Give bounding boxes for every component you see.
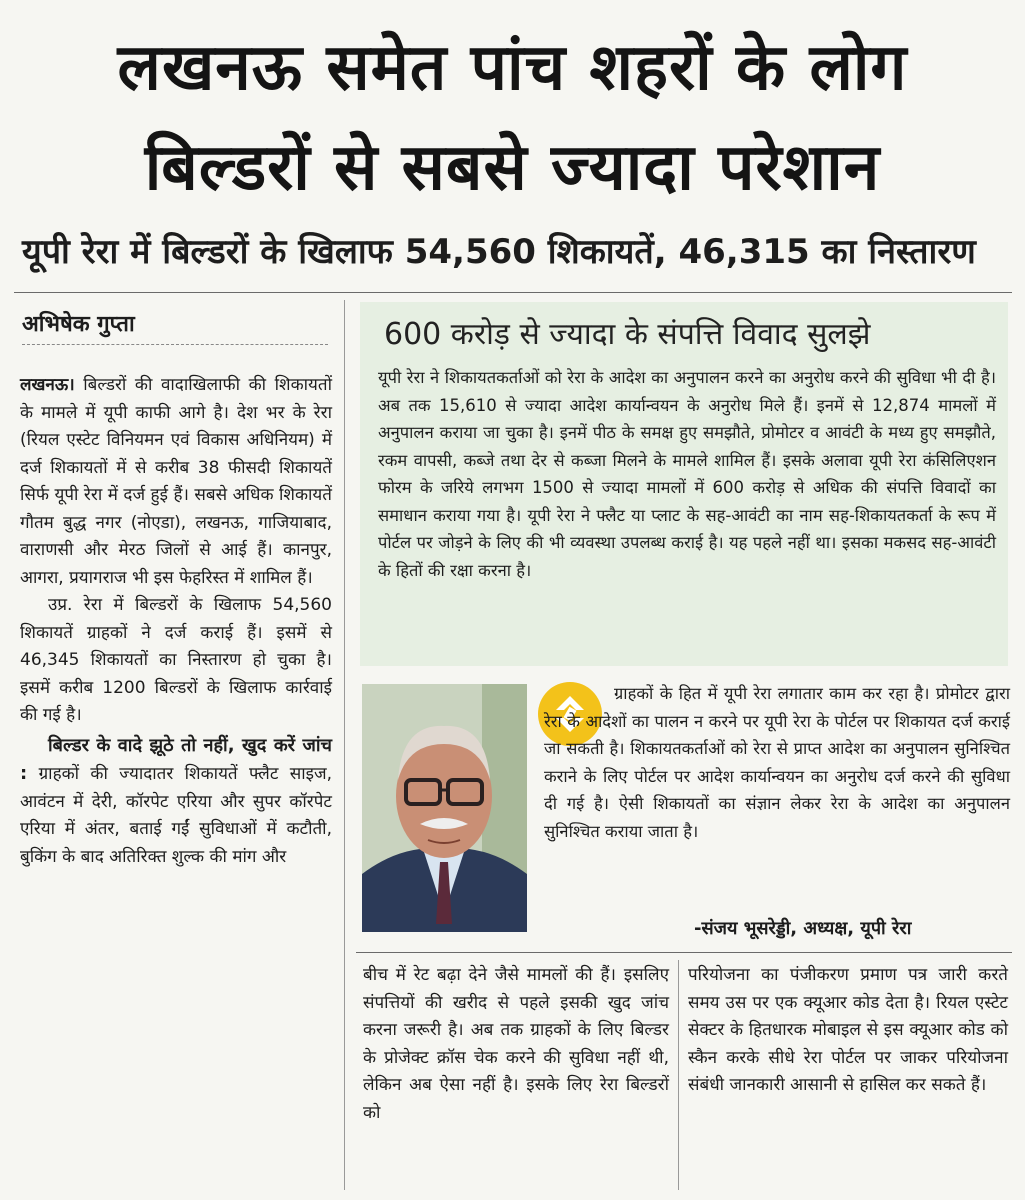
left-column <box>20 372 332 871</box>
divider-under-quote <box>356 952 1012 953</box>
paragraph-1 <box>20 372 332 592</box>
section-subhead: बिल्डर के वादे झूठे तो नहीं, खुद करें जांच : <box>20 734 332 784</box>
headline-line-1: लखनऊ समेत पांच शहरों के लोग <box>117 31 908 105</box>
box-title: 600 करोड़ से ज्यादा के संपत्ति विवाद सुलझे <box>384 317 871 352</box>
headline-line-2: बिल्डरों से सबसे ज्यादा परेशान <box>144 131 881 205</box>
paragraph-1-text: बिल्डरों की वादाखिलाफी की शिकायतों के मामले में यूपी काफी आगे है। देश भर के रेरा (रियल एस्टेट विनियमन एवं विकास अधिनियम) में दर्ज शिकायतों में से करीब 38 फीसदी शिकायतें सिर्फ यूपी रेरा में दर्ज हुई हैं। सबसे अधिक शिकायतें गौतम बुद्ध नगर (नोएडा), लखनऊ, गाजियाबाद, वाराणसी और मेरठ जिलों से आई हैं। कानपुर, आगरा, प्रयागराज भी इस फेहरिस्त में शामिल हैं। <box>20 375 332 588</box>
dateline: लखनऊ। <box>20 375 75 395</box>
column-divider-left <box>344 300 345 1190</box>
portrait-photo <box>362 684 527 932</box>
divider-under-subhead <box>14 292 1012 293</box>
paragraph-2: उप्र. रेरा में बिल्डरों के खिलाफ 54,560 शिकायतें ग्राहकों ने दर्ज कराई हैं। इसमें से 46,345 शिकायतों का निस्तारण हो चुका है। इसमें करीब 1200 बिल्डरों के खिलाफ कार्रवाई की गई है। <box>20 595 332 725</box>
sub-headline: यूपी रेरा में बिल्डरों के खिलाफ 54,560 शिकायतें, 46,315 का निस्तारण <box>22 232 976 272</box>
right-column: परियोजना का पंजीकरण प्रमाण पत्र जारी करते समय उस पर एक क्यूआर कोड देता है। रियल एस्टेट सेक्टर के हितधारक मोबाइल से इस क्यूआर कोड को स्कैन करके सीधे रेरा पोर्टल पर जाकर परियोजना संबंधी जानकारी आसानी से हासिल कर सकते हैं। <box>688 965 1008 1095</box>
quote-text: ग्राहकों के हित में यूपी रेरा लगातार काम कर रहा है। प्रोमोटर द्वारा रेरा के आदेशों का पालन न करने पर यूपी रेरा के पोर्टल पर शिकायत दर्ज कराई जा सकती है। शिकायतकर्ताओं को रेरा से प्राप्त आदेश का अनुपालन सुनिश्चित कराने के लिए पोर्टल पर आदेश कार्यान्वयन का अनुरोध दर्ज करने की सुविधा दी गई है। ऐसी शिकायतों का संज्ञान लेकर रेरा के आदेश का अनुपालन सुनिश्चित कराया जाता है। <box>544 684 1010 841</box>
quote-author: -संजय भूसरेड्डी, अध्यक्ष, यूपी रेरा <box>694 918 912 939</box>
paragraph-3 <box>20 732 332 872</box>
paragraph-3-text: ग्राहकों की ज्यादातर शिकायतें फ्लैट साइज, आवंटन में देरी, कॉरपेट एरिया और सुपर कॉरपेट एरिया में अंतर, बताई गईं सुविधाओं में कटौती, बुकिंग के बाद अतिरिक्त शुल्क की मांग और <box>20 764 333 867</box>
column-divider-right <box>678 960 679 1190</box>
box-body: यूपी रेरा ने शिकायतकर्ताओं को रेरा के आदेश का अनुपालन करने का अनुरोध करने की सुविधा भी दी है। अब तक 15,610 से ज्यादा आदेश कार्यान्वयन के अनुरोध मिले हैं। इनमें से 12,874 मामलों में अनुपालन कराया जा चुका है। इनमें पीठ के समक्ष हुए समझौते, प्रोमोटर व आवंटी के मध्य हुए समझौते, रकम वापसी, कब्जे तथा देर से कब्जा मिलने के मामले शामिल हैं। इसके अलावा यूपी रेरा कंसिलिएशन फोरम के जरिये लगभग 1500 से ज्यादा मामलों में 600 करोड़ से अधिक की संपत्ति विवादों का समाधान कराया गया है। यूपी रेरा ने फ्लैट या प्लाट के सह-आवंटी का नाम सह-शिकायतकर्ता के रूप में पोर्टल पर जोड़ने के लिए की भी व्यवस्था उपलब्ध कराई है। यह पहले नहीं था। इसका मकसद सह-आवंटी के हितों की रक्षा करना है। <box>378 368 996 580</box>
portrait-illustration <box>362 684 527 932</box>
byline: अभिषेक गुप्ता <box>22 312 135 337</box>
middle-column: बीच में रेट बढ़ा देने जैसे मामलों की हैं। इसलिए संपत्तियों की खरीद से पहले इसकी खुद जांच करना जरूरी है। अब तक ग्राहकों के लिए बिल्डर के प्रोजेक्ट क्रॉस चेक करने की सुविधा नहीं थी, लेकिन अब ऐसा नहीं है। इसके लिए रेरा बिल्डरों को <box>363 965 669 1123</box>
byline-divider <box>22 344 328 345</box>
